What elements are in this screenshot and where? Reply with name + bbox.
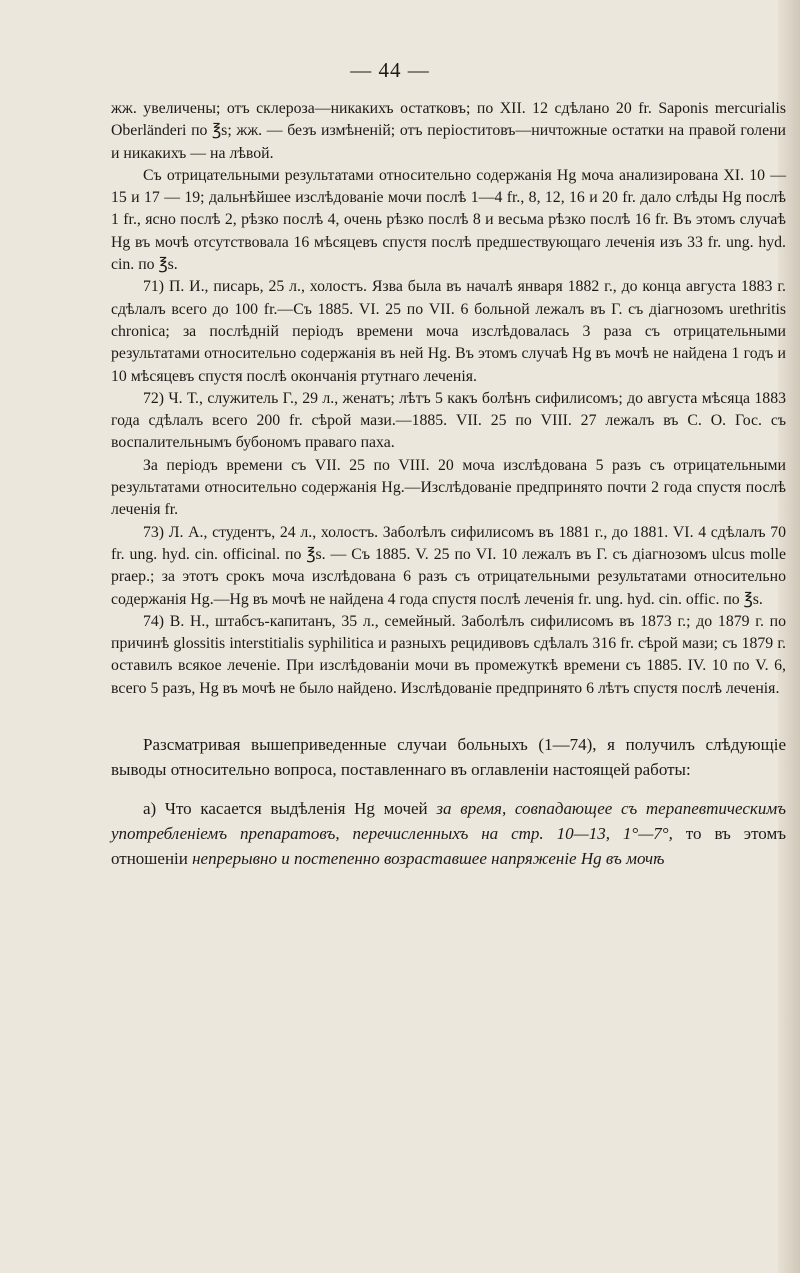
case-72-followup: За періодъ времени съ VII. 25 по VIII. 20 моча изслѣдована 5 разъ съ отрицательными результатами относительно содержанія Hg.—Изслѣдованіе предпринято почти 2 года спустя послѣ леченія fr. [111, 456, 786, 519]
page-body [111, 98, 786, 871]
item-a-italic-2: непрерывно и постепенно возраставшее напряженіе Hg въ мочѣ [192, 849, 665, 869]
conclusion-paragraph: Разсматривая вышеприведенные случаи больныхъ (1—74), я получилъ слѣдующіе выводы относительно вопроса, поставленнаго въ оглавленіи настоящей работы: [111, 735, 786, 780]
conclusion-item-a [111, 796, 786, 871]
item-a-middle: то въ этомъ отношеніи [111, 824, 787, 869]
case-74: 74) В. Н., штабсъ-капитанъ, 35 л., семейный. Заболѣлъ сифилисомъ въ 1873 г.; до 1879 г. по причинѣ glossitis interstitialis syphilitica и разныхъ рецидивовъ сдѣлалъ 316 fr. сѣрой мази; съ 1879 г. оставилъ всякое леченіе. При изслѣдованіи мочи въ промежуткѣ времени съ 1885. IV. 10 по V. 6, всего 5 разъ, Hg въ мочѣ не было найдено. Изслѣдованіе предпринято 6 лѣтъ спустя послѣ леченія. [111, 612, 786, 697]
case-71: 71) П. И., писарь, 25 л., холостъ. Язва была въ началѣ января 1882 г., до конца августа 1883 г. сдѣлалъ всего до 100 fr.—Съ 1885. VI. 25 по VII. 6 больной лежалъ въ Г. съ діагнозомъ urethritis chronica; за послѣдній періодъ времени моча изслѣдовалась 3 раза съ отрицательными результатами относительно содержанія въ ней Hg. Въ этомъ случаѣ Hg въ мочѣ не найдена 1 годъ и 10 мѣсяцевъ спустя послѣ окончанія ртутнаго леченія. [111, 278, 786, 385]
case-72: 72) Ч. Т., служитель Г., 29 л., женатъ; лѣтъ 5 какъ болѣнъ сифилисомъ; до августа мѣсяца 1883 года сдѣлалъ всего 200 fr. сѣрой мази.—1885. VII. 25 по VIII. 27 лежалъ въ С. О. Гос. съ воспалительнымъ бубономъ праваго паха. [111, 389, 786, 452]
paragraph-continuation: жж. увеличены; отъ склероза—никакихъ остатковъ; по XII. 12 сдѣлано 20 fr. Saponis mercurialis Oberländeri по ℥s; жж. — безъ измѣненій; отъ періоститовъ—ничтожные остатки на правой голени и никакихъ — на лѣвой. [111, 100, 786, 162]
case-73: 73) Л. А., студентъ, 24 л., холостъ. Заболѣлъ сифилисомъ въ 1881 г., до 1881. VI. 4 сдѣлалъ 70 fr. ung. hyd. cin. officinal. по ℥s. — Съ 1885. V. 25 по VI. 10 лежалъ въ Г. съ діагнозомъ ulcus molle praep.; за этотъ срокъ моча изслѣдована 6 разъ съ отрицательными результатами относительно содержанія Hg.—Hg въ мочѣ не найдена 4 года спустя послѣ леченія fr. ung. hyd. cin. offic. по ℥s. [111, 523, 786, 608]
item-a-italic-1: за время, совпадающее съ терапевтическимъ употребленіемъ препаратовъ, перечисленныхъ на стр. 10—13, 1°—7°, [111, 799, 787, 844]
paragraph-results: Съ отрицательными результатами относительно содержанія Hg моча анализирована XI. 10 — 15 и 17 — 19; дальнѣйшее изслѣдованіе мочи послѣ 1—4 fr., 8, 12, 16 и 20 fr. дало слѣды Hg послѣ 1 fr., ясно послѣ 2, рѣзко послѣ 4, очень рѣзко послѣ 8 и весьма рѣзко послѣ 16 fr. Въ этомъ случаѣ Hg въ мочѣ отсутствовала 16 мѣсяцевъ спустя послѣ предшествующаго леченія изъ 33 fr. ung. hyd. cin. по ℥s. [111, 166, 786, 274]
item-a-prefix: а) Что касается выдѣленія Hg мочей [143, 799, 437, 819]
page-number: — 44 — [350, 58, 430, 82]
